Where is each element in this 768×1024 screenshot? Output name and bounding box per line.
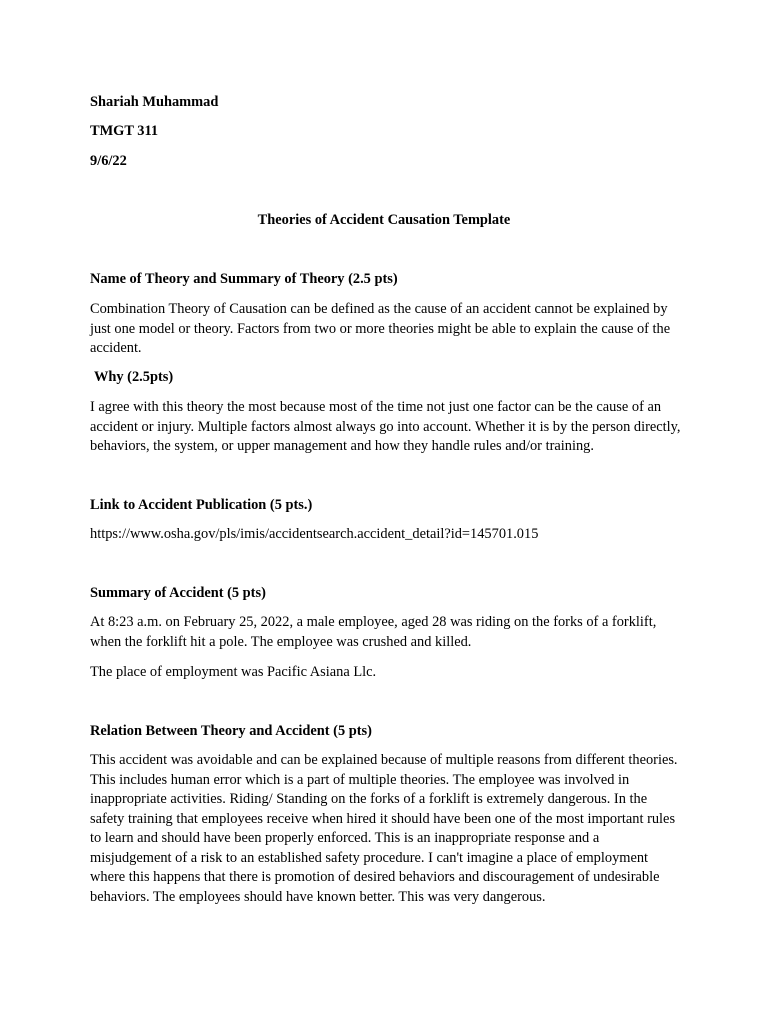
course-code: TMGT 311 [90, 123, 159, 139]
accident-summary-heading: Summary of Accident (5 pts) [90, 585, 266, 601]
relation-body: This accident was avoidable and can be explained because of multiple reasons from different theories. This includes human error which is a part of multiple theories. The employee was involved in inappropriate activities. Riding/ Standing on the forks of a forklift is extremely dangerous. In the safety training that employees receive when hired it should have been one of the most important rules to learn and should have been properly enforced. This is an inappropriate response and a misjudgement of a risk to an established safety procedure. I can't imagine a place of employment where this happens that there is promotion of desired behaviors and discouragement of undesirable behaviors. The employees should have known better. This was very dangerous. [90, 752, 678, 905]
employer-statement: The place of employment was Pacific Asiana Llc. [90, 664, 377, 680]
accident-summary-body: At 8:23 a.m. on February 25, 2022, a male employee, aged 28 was riding on the forks of a forklift, when the forklift hit a pole. The employee was crushed and killed. [90, 614, 657, 650]
document-date: 9/6/22 [90, 153, 127, 169]
accident-publication-link: https://www.osha.gov/pls/imis/accidentsearch.accident_detail?id=145701.015 [90, 526, 539, 542]
link-heading: Link to Accident Publication (5 pts.) [90, 497, 313, 513]
relation-heading: Relation Between Theory and Accident (5 pts) [90, 723, 372, 739]
document-page [90, 0, 682, 1024]
why-body: I agree with this theory the most because most of the time not just one factor can be the cause of an accident or injury. Multiple factors almost always go into account. Whether it is by the person directly, behaviors, the system, or upper management and how they handle rules and/or training. [90, 399, 681, 454]
author-name: Shariah Muhammad [90, 94, 219, 110]
document-title: Theories of Accident Causation Template [257, 212, 511, 228]
why-heading: Why (2.5pts) [94, 369, 174, 385]
theory-summary: Combination Theory of Causation can be defined as the cause of an accident cannot be explained by just one model or theory. Factors from two or more theories might be able to explain the cause of the accident. [90, 301, 671, 356]
theory-heading: Name of Theory and Summary of Theory (2.5 pts) [90, 271, 398, 287]
